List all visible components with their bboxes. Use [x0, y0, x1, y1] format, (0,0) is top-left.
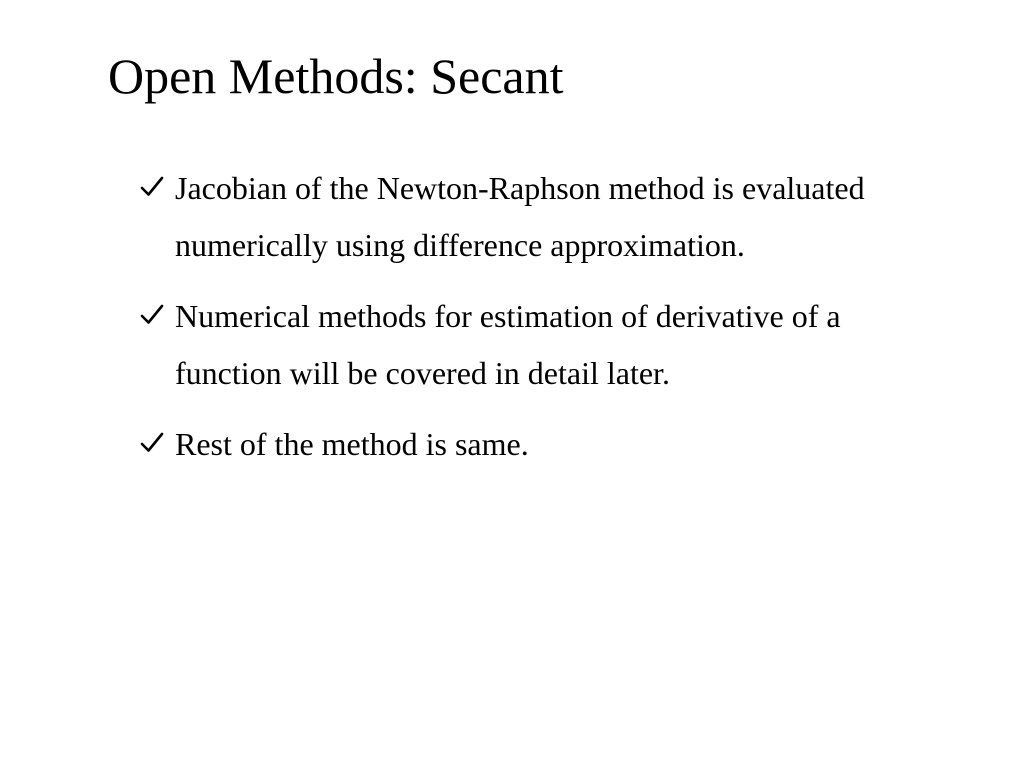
bullet-list — [138, 160, 898, 487]
bullet-item — [138, 288, 898, 402]
bullet-text: Numerical methods for estimation of derivative of a function will be covered in detail later. — [175, 298, 841, 391]
check-icon — [138, 288, 166, 345]
bullet-item — [138, 160, 898, 274]
check-icon — [138, 160, 166, 217]
check-icon — [138, 416, 166, 473]
slide-title: Open Methods: Secant — [108, 48, 564, 104]
bullet-text: Jacobian of the Newton-Raphson method is evaluated numerically using difference approximation. — [175, 170, 865, 263]
bullet-text: Rest of the method is same. — [175, 426, 529, 462]
bullet-item — [138, 416, 898, 473]
